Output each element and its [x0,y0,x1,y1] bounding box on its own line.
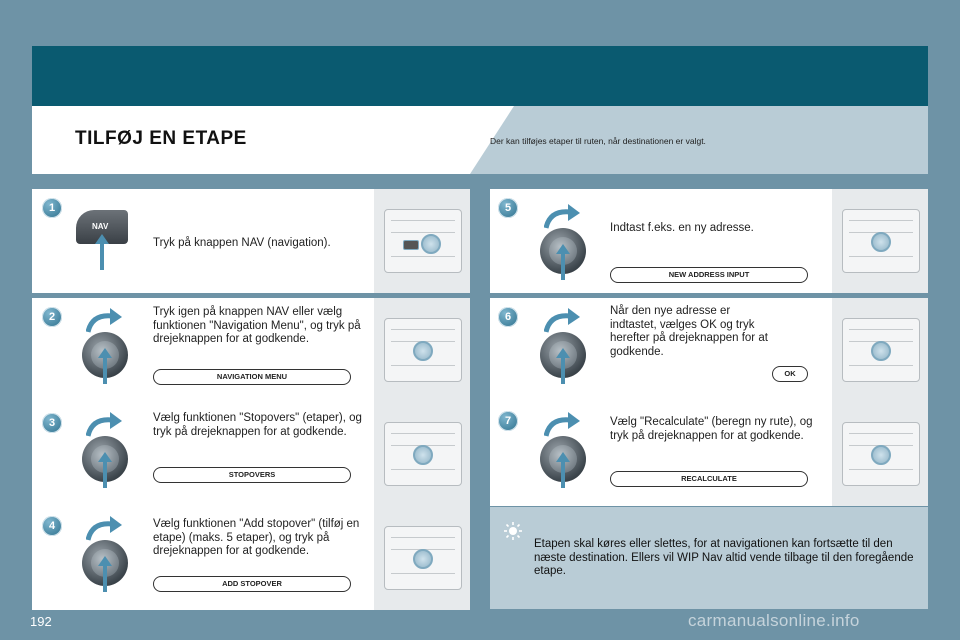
turn-arrow-icon [86,412,122,438]
step-4-badge: 4 [42,516,62,536]
step-2-text: Tryk igen på knappen NAV eller vælg funktionen "Navigation Menu", og tryk på drejeknappen for at godkende. [153,306,361,345]
radio-panel-icon [384,526,462,590]
navigation-menu-button[interactable]: NAVIGATION MENU [153,369,351,385]
ok-button[interactable]: OK [772,366,808,382]
device-illustration [374,189,470,293]
device-illustration [832,298,928,402]
step-2-badge: 2 [42,307,62,327]
press-arrow-icon [556,452,570,488]
nav-key-highlight-icon [403,240,419,250]
turn-arrow-icon [86,308,122,334]
step-1-text: Tryk på knappen NAV (navigation). [153,237,331,249]
turn-arrow-icon [86,516,122,542]
new-address-input-button[interactable]: NEW ADDRESS INPUT [610,267,808,283]
step-3-badge: 3 [42,413,62,433]
turn-arrow-icon [544,204,580,230]
press-arrow-icon [98,348,112,384]
knob-highlight-icon [413,341,433,361]
device-illustration [374,506,470,610]
press-arrow-icon [95,234,109,270]
turn-arrow-icon [544,412,580,438]
recalculate-button[interactable]: RECALCULATE [610,471,808,487]
stopovers-button[interactable]: STOPOVERS [153,467,351,483]
device-illustration [374,402,470,506]
knob-highlight-icon [413,445,433,465]
step-5-badge: 5 [498,198,518,218]
step-7-text: Vælg "Recalculate" (beregn ny rute), og tryk på drejeknappen for at godkende. [610,416,813,442]
device-illustration [832,402,928,506]
press-arrow-icon [556,244,570,280]
radio-panel-icon [384,318,462,382]
step-4-text: Vælg funktionen "Add stopover" (tilføj en etape) (maks. 5 etaper), og tryk på drejeknappen for at godkende. [153,518,360,557]
knob-highlight-icon [871,232,891,252]
step-5-text: Indtast f.eks. en ny adresse. [610,222,754,234]
device-illustration [832,189,928,293]
page-title: TILFØJ EN ETAPE [75,128,247,149]
tip-text: Etapen skal køres eller slettes, for at navigationen kan fortsætte til den næste destination. Ellers vil WIP Nav altid vende tilbage til den foregående etape. [534,538,914,577]
intro-text: Der kan tilføjes etaper til ruten, når destinationen er valgt. [490,136,706,146]
radio-panel-icon [842,209,920,273]
add-stopover-button[interactable]: ADD STOPOVER [153,576,351,592]
turn-arrow-icon [544,308,580,334]
step-6-text: Når den nye adresse er indtastet, vælges OK og tryk herefter på drejeknappen for at godkende. [610,305,768,358]
header-banner [32,46,928,106]
step-1-badge: 1 [42,198,62,218]
knob-highlight-icon [871,445,891,465]
radio-panel-icon [842,422,920,486]
press-arrow-icon [98,556,112,592]
press-arrow-icon [556,348,570,384]
page-number: 192 [30,614,52,629]
step-3-text: Vælg funktionen "Stopovers" (etaper), og tryk på drejeknappen for at godkende. [153,412,362,438]
watermark: carmanualsonline.info [688,611,860,630]
knob-highlight-icon [871,341,891,361]
device-illustration [374,298,470,402]
nav-key-icon: NAV [76,210,128,244]
radio-panel-icon [842,318,920,382]
radio-panel-icon [384,422,462,486]
knob-highlight-icon [413,549,433,569]
radio-panel-icon [384,209,462,273]
step-6-badge: 6 [498,307,518,327]
press-arrow-icon [98,452,112,488]
lightbulb-icon [504,522,522,540]
step-7-badge: 7 [498,411,518,431]
